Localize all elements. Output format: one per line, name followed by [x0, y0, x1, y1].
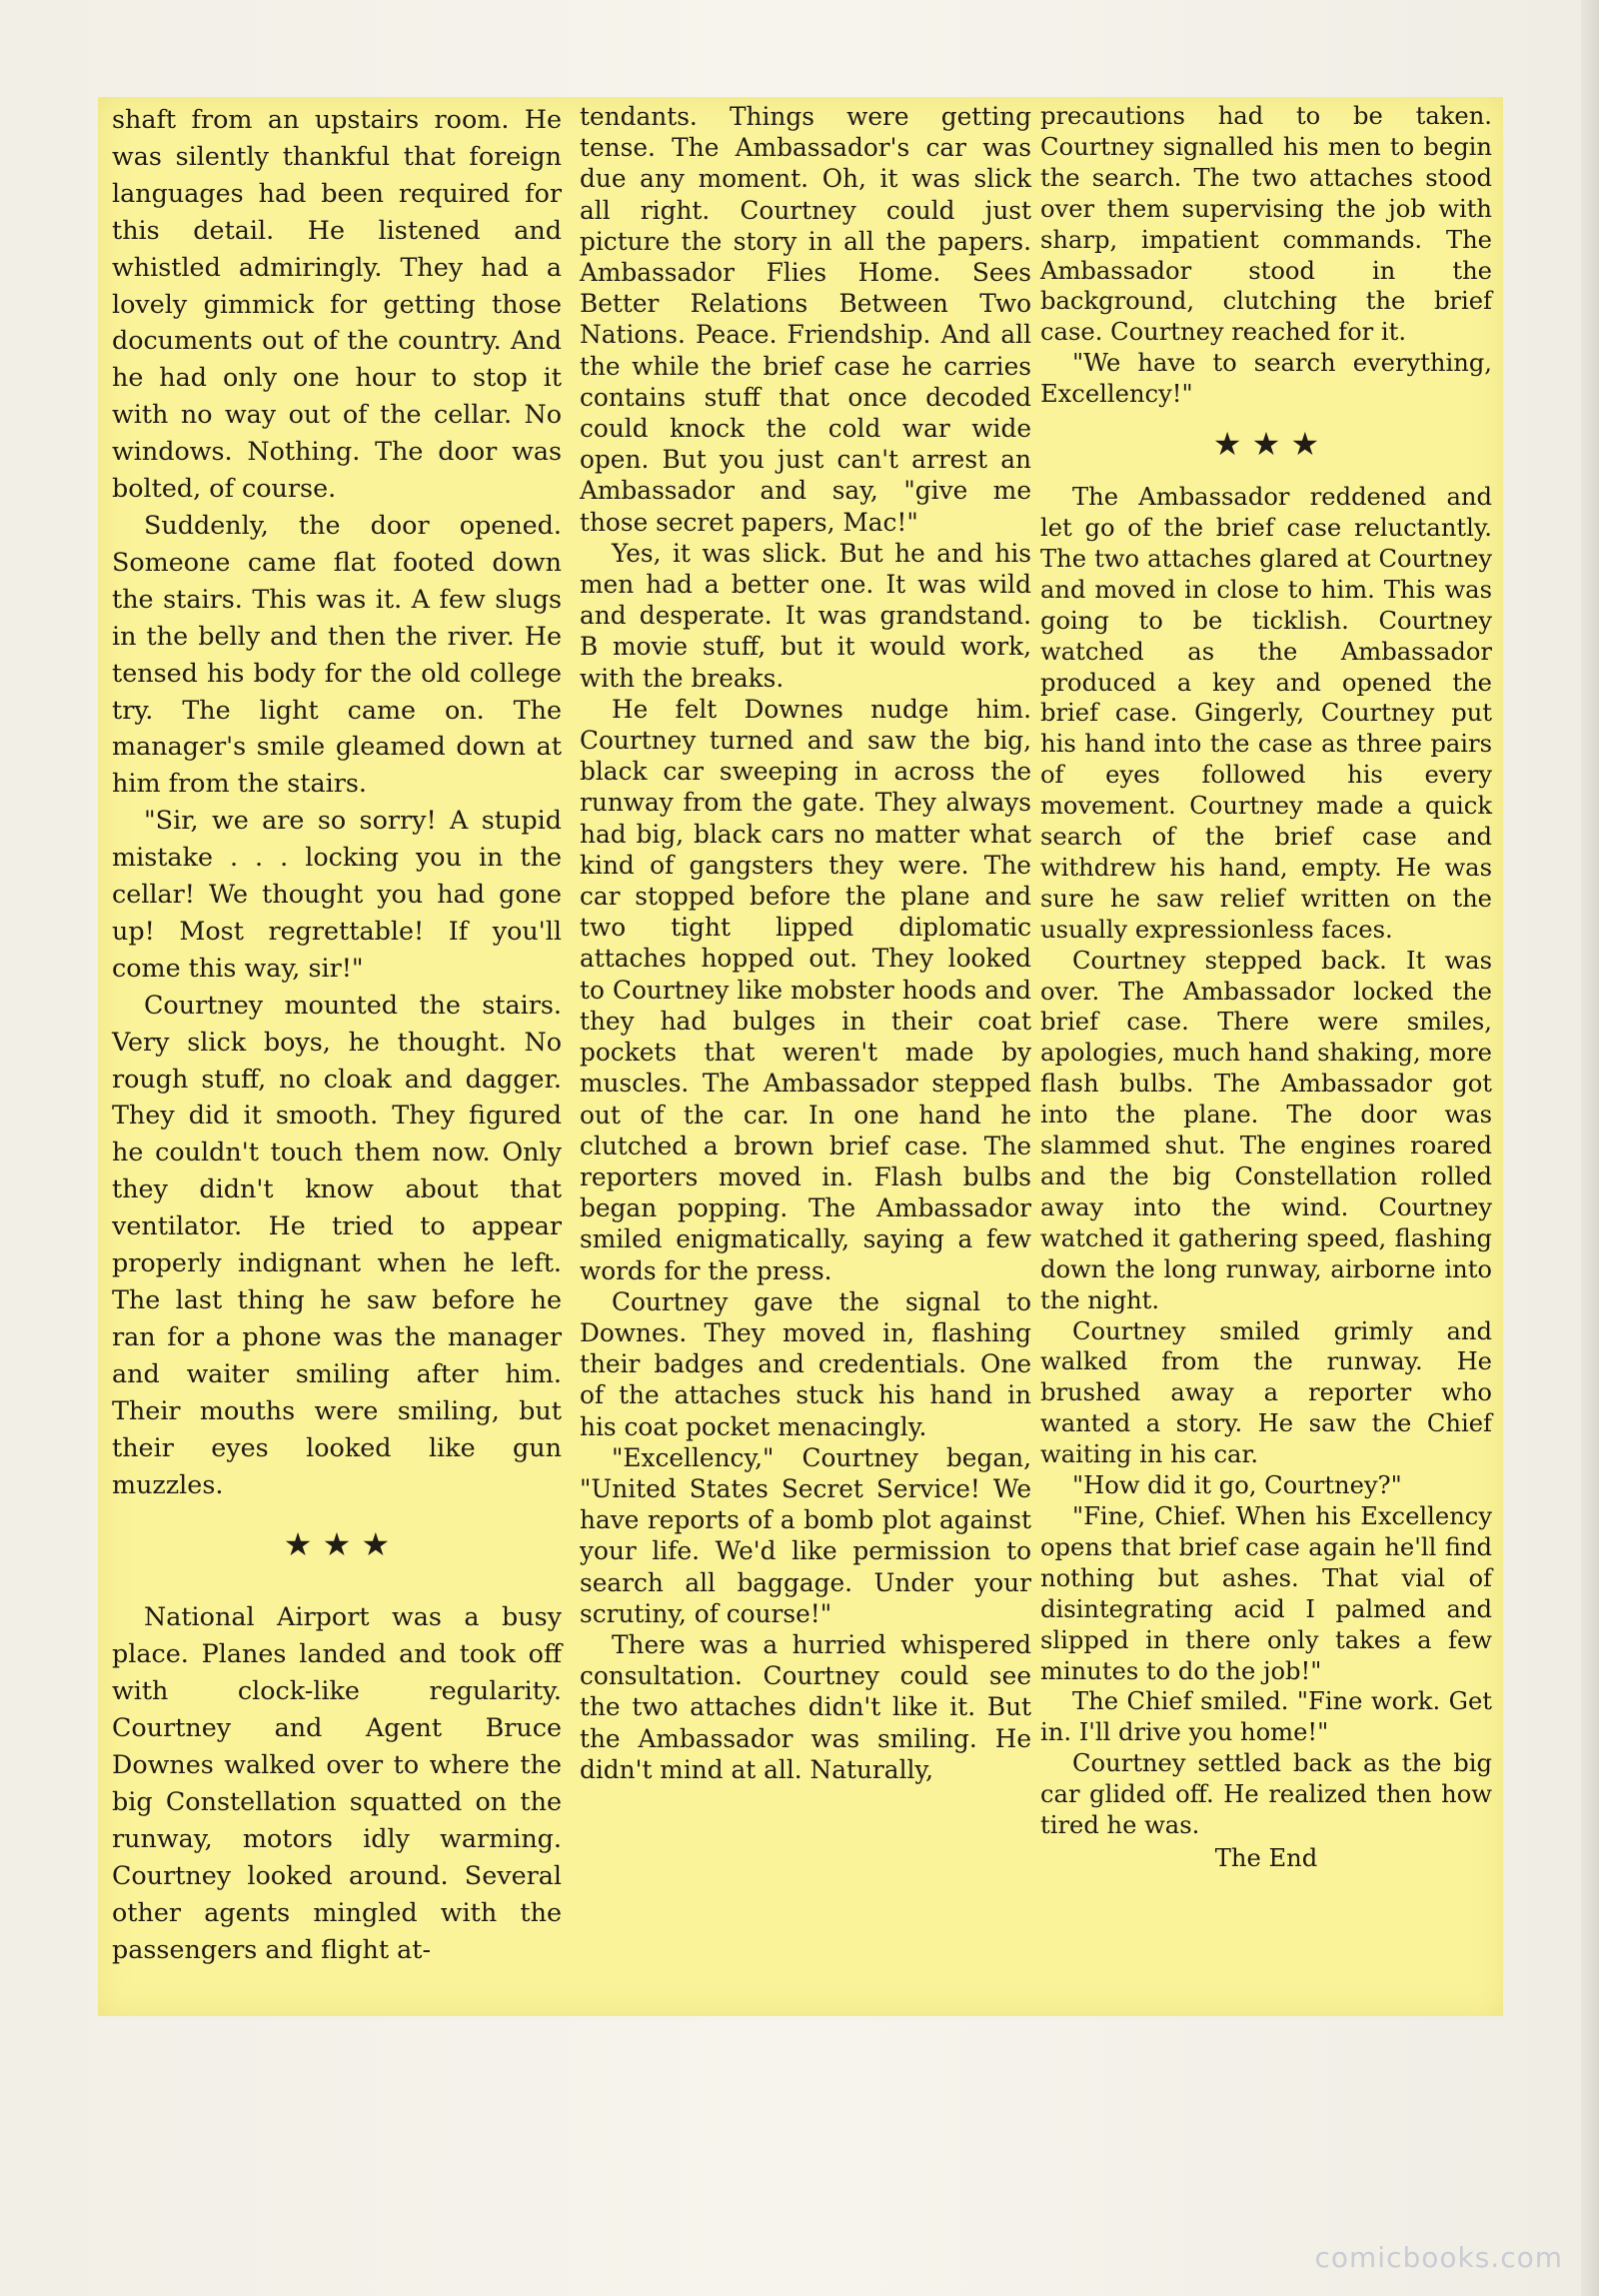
page-edge — [1581, 0, 1599, 2296]
site-watermark: comicbooks.com — [1314, 2241, 1563, 2274]
story-column-2 — [580, 97, 1031, 2016]
story-paragraph: shaft from an upstairs room. He was silently thankful that foreign languages had been required for this detail. He listened and whistled admiringly. They had a lovely gimmick for getting those documents out of the country. And he had only one hour to stop it with no way out of the cellar. No windows. Nothing. The door was bolted, of course. — [112, 104, 562, 504]
story-paragraph: Courtney gave the signal to Downes. They moved in, flashing their badges and credentials. One of the attaches stuck his hand in his coat pocket menacingly. — [580, 1286, 1031, 1441]
story-paragraph: "Sir, we are so sorry! A stupid mistake . . . locking you in the cellar! We thought you had gone up! Most regrettable! If you'll come this way, sir!" — [112, 805, 562, 983]
story-paragraph: Courtney mounted the stairs. Very slick boys, he thought. No rough stuff, no cloak and dagger. They did it smooth. They figured he couldn't touch them now. Only they didn't know about that ventilator. He tried to appear properly indignant when he left. The last thing he saw before he ran for a phone was the manager and waiter smiling after him. Their mouths were smiling, but their eyes looked like gun muzzles. — [112, 989, 562, 1499]
story-paragraph: Courtney stepped back. It was over. The Ambassador locked the brief case. There were smiles, apologies, much hand shaking, more flash bulbs. The Ambassador got into the plane. The door was slammed shut. The engines roared and the big Constellation rolled away into the wind. Courtney watched it gathering speed, flashing down the long runway, airborne into the night. — [1040, 946, 1492, 1314]
story-paragraph: "Fine, Chief. When his Excellency opens that brief case again he'll find nothing but ashes. That vial of disintegrating acid I palmed and slipped in there only takes a few minutes to do the job!" — [1040, 1501, 1492, 1685]
star-separator-text: ★ ★ ★ — [1212, 425, 1320, 464]
text-panel — [98, 97, 1503, 2016]
story-column-3 — [1040, 97, 1492, 2016]
story-paragraph: tendants. Things were getting tense. The Ambassador's car was due any moment. Oh, it was slick all right. Courtney could just picture the story in all the papers. Ambassador Flies Home. Sees Better Relations Between Two Nations. Peace. Friendship. And all the while the brief case he carries contains stuff that once decoded could knock the cold war wide open. But you just can't arrest an Ambassador and say, "give me those secret papers, Mac!" — [580, 102, 1031, 537]
story-paragraph: Courtney smiled grimly and walked from the runway. He brushed away a reporter who wanted a story. He saw the Chief waiting in his car. — [1040, 1316, 1492, 1469]
story-paragraph: Courtney settled back as the big car glided off. He realized then how tired he was. — [1040, 1749, 1492, 1840]
story-paragraph: The Chief smiled. "Fine work. Get in. I'll drive you home!" — [1040, 1687, 1492, 1747]
section-separator — [1040, 424, 1492, 464]
the-end-label: The End — [1214, 1843, 1318, 1872]
star-separator-text: ★ ★ ★ — [283, 1525, 391, 1564]
story-paragraph: precautions had to be taken. Courtney signalled his men to begin the search. The two attaches stood over them supervising the job with sharp, impatient commands. The Ambassador stood in the background, clutching the brief case. Courtney reached for it. — [1040, 102, 1492, 347]
story-paragraph: "Excellency," Courtney began, "United States Secret Service! We have reports of a bomb plot against your life. We'd like permission to search all baggage. Under your scrutiny, of course!" — [580, 1442, 1031, 1628]
section-separator — [112, 1524, 562, 1564]
story-paragraph: The Ambassador reddened and let go of the brief case reluctantly. The two attaches glared at Courtney and moved in close to him. This was going to be ticklish. Courtney watched as the Ambassador produced a key and opened the brief case. Gingerly, Courtney put his hand into the case as three pairs of eyes followed his every movement. Courtney made a quick search of the brief case and withdrew his hand, empty. He was sure he saw relief written on the usually expressionless faces. — [1040, 483, 1492, 944]
story-paragraph: "We have to search everything, Excellency!" — [1040, 349, 1492, 409]
story-paragraph: National Airport was a busy place. Planes landed and took off with clock-like regularity. Courtney and Agent Bruce Downes walked over to where the big Constellation squatted on the runway, motors idly warming. Courtney looked around. Several other agents mingled with the passengers and flight at- — [112, 1601, 562, 1964]
story-paragraph: "How did it go, Courtney?" — [1072, 1471, 1402, 1500]
story-paragraph: Suddenly, the door opened. Someone came flat footed down the stairs. This was it. A few slugs in the belly and then the river. He tensed his body for the old college try. The light came on. The manager's smile gleamed down at him from the stairs. — [112, 509, 562, 799]
story-paragraph: He felt Downes nudge him. Courtney turned and saw the big, black car sweeping in across the runway from the gate. They always had big, black cars no matter what kind of gangsters they were. The car stopped before the plane and two tight lipped diplomatic attaches hopped out. They looked to Courtney like mobster hoods and they had bulges in their coat pockets that weren't made by muscles. The Ambassador stepped out of the car. In one hand he clutched a brown brief case. The reporters moved in. Flash bulbs began popping. The Ambassador smiled enigmatically, saying a few words for the press. — [580, 694, 1031, 1285]
story-paragraph: Yes, it was slick. But he and his men had a better one. It was wild and desperate. It was grandstand. B movie stuff, but it would work, with the breaks. — [580, 538, 1031, 693]
story-column-1 — [112, 97, 562, 2016]
story-paragraph: There was a hurried whispered consultation. Courtney could see the two attaches didn't like it. But the Ambassador was smiling. He didn't mind at all. Naturally, — [580, 1629, 1031, 1784]
